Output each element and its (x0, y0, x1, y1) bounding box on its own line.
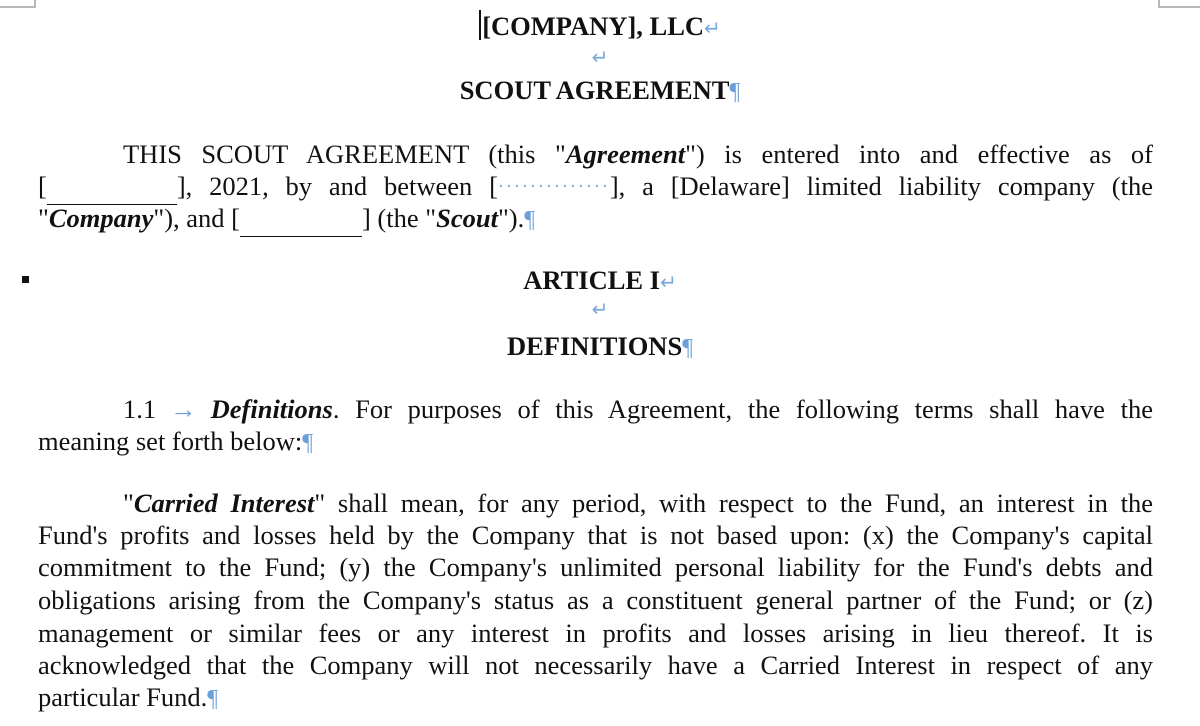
intro-text: "), and [ (153, 203, 240, 233)
pilcrow-mark: ¶ (729, 79, 741, 105)
defined-term-agreement: Agreement (565, 139, 686, 169)
definition-text: Fund's profits and losses held by the Company that is not based upon: (x) the Company's capital (38, 520, 1153, 550)
empty-line[interactable] (0, 48, 1200, 70)
definition-text: commitment to the Fund; (y) the Company's unlimited personal liability for the Fund's debts and (38, 552, 1153, 582)
definition-text: " (123, 488, 134, 518)
section-1-1-line-2[interactable] (38, 425, 313, 459)
definitions-title: DEFINITIONS (506, 331, 683, 361)
return-mark: ↵ (591, 47, 609, 69)
intro-text: ") is entered into and effective as of (685, 139, 1153, 169)
return-mark: ↵ (591, 299, 609, 321)
pilcrow-mark: ¶ (302, 430, 314, 456)
date-blank[interactable] (47, 172, 177, 205)
carried-interest-line-1[interactable] (38, 487, 1153, 519)
pilcrow-mark: ¶ (682, 335, 694, 361)
intro-text: ] (the " (361, 203, 437, 233)
definition-text: " shall mean, for any period, with respect to the Fund, an interest in the (314, 488, 1153, 518)
carried-interest-line-3[interactable] (38, 551, 1153, 583)
page-corner-marker-left (0, 0, 36, 8)
definition-text: acknowledged that the Company will not necessarily have a Carried Interest in respect of any (38, 650, 1153, 680)
intro-text: [ (38, 171, 47, 201)
agreement-title-line[interactable] (0, 74, 1200, 108)
agreement-title: SCOUT AGREEMENT (459, 75, 730, 105)
text-cursor (479, 10, 481, 40)
tab-arrow-icon: → (170, 394, 197, 424)
section-text: meaning set forth below: (38, 426, 303, 456)
intro-text: " (38, 203, 49, 233)
section-number: 1.1 (123, 394, 157, 424)
page-corner-marker-right (1158, 0, 1200, 8)
intro-line-3[interactable] (38, 202, 535, 237)
defined-term-carried-interest: Carried Interest (133, 488, 315, 518)
intro-line-1[interactable] (38, 138, 1153, 170)
empty-line[interactable] (0, 300, 1200, 322)
company-title-line[interactable] (0, 10, 1200, 45)
definitions-title-line[interactable] (0, 330, 1200, 364)
carried-interest-line-4[interactable] (38, 584, 1153, 616)
definition-text: obligations arising from the Company's status as a constituent general partner of the Fund; or (z) (38, 585, 1153, 615)
pilcrow-mark: ¶ (207, 686, 219, 712)
article-title-line[interactable] (0, 264, 1200, 299)
return-mark: ↵ (660, 272, 677, 294)
section-heading-definitions: Definitions (210, 394, 333, 424)
company-title: [COMPANY], LLC (482, 11, 705, 41)
defined-term-company: Company (48, 203, 154, 233)
scout-name-blank[interactable] (240, 204, 362, 237)
definition-text: particular Fund. (38, 682, 208, 712)
article-title: ARTICLE I (523, 265, 660, 295)
intro-text: ], 2021, by and between [ (176, 171, 498, 201)
return-mark: ↵ (704, 18, 721, 40)
pilcrow-mark: ¶ (524, 207, 536, 233)
definition-text: management or similar fees or any interest in profits and losses arising in lieu thereof. It is (38, 618, 1153, 648)
intro-text: "). (497, 203, 525, 233)
carried-interest-line-5[interactable] (38, 617, 1153, 649)
carried-interest-line-2[interactable] (38, 519, 1153, 551)
company-name-field[interactable]: ·············· (497, 176, 610, 196)
section-text: . For purposes of this Agreement, the following terms shall have the (332, 394, 1153, 424)
intro-text: ], a [Delaware] limited liability company (the (609, 171, 1153, 201)
intro-text: THIS SCOUT AGREEMENT (this " (123, 139, 566, 169)
section-1-1-line-1[interactable] (38, 393, 1153, 425)
intro-line-2[interactable] (38, 170, 1153, 205)
defined-term-scout: Scout (436, 203, 498, 233)
carried-interest-line-6[interactable] (38, 649, 1153, 681)
carried-interest-line-7[interactable] (38, 681, 218, 715)
